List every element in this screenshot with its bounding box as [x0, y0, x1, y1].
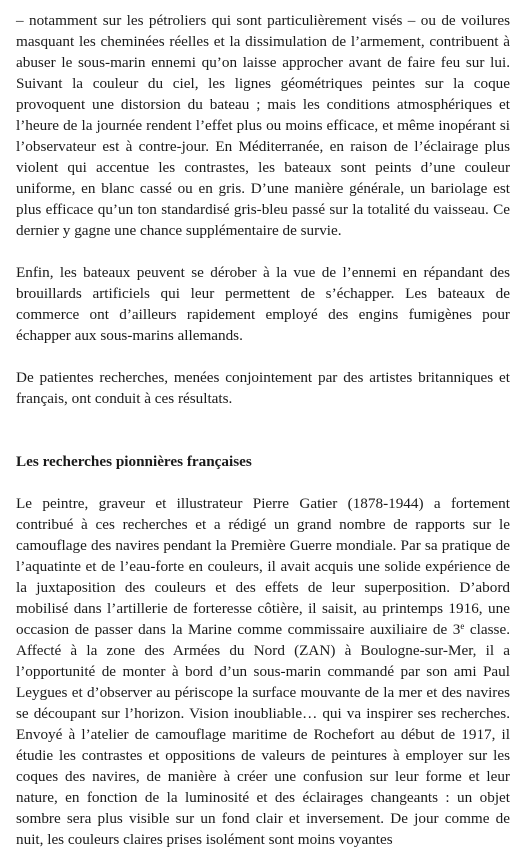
ordinal-superscript: e	[460, 621, 465, 631]
paragraph-artificial-fog: Enfin, les bateaux peuvent se dérober à la vue de l’ennemi en répandant des brouillards artificiels qui leur permettent de s’échapper. Les bateaux de commerce ont d’ailleurs rapidement employé des engins fumigènes pour échapper aux sous-marins allemands.	[16, 264, 510, 344]
paragraph-research-results: De patientes recherches, menées conjointement par des artistes britanniques et français, ont conduit à ces résultats.	[16, 369, 510, 407]
paragraph-gatier-part2: classe. Affecté à la zone des Armées du Nord (ZAN) à Boulogne-sur-Mer, il a l’opportunité de monter à bord d’un sous-marin commandé par son ami Paul Leygues et d’observer au périscope la surface mouvante de la mer et des navires se découpant sur l’horizon. Vision inoubliable… qui va inspirer ses recherches. Envoyé à l’atelier de camouflage maritime de Rochefort au début de 1917, il étudie les contrastes et oppositions de valeurs de peintures à employer sur les coques des navires, de manière à créer une confusion sur leur forme et leur nature, en fonction de la luminosité et des éclairages changeants : un objet sombre sera plus visible sur un fond clair et inversement. De jour comme de nuit, les couleurs claires prises isolément sont moins voyantes	[16, 621, 510, 848]
section-heading: Les recherches pionnières françaises	[16, 453, 252, 470]
paragraph-gatier-part1: Le peintre, graveur et illustrateur Pierre Gatier (1878-1944) a fortement contribué à ces recherches et a rédigé un grand nombre de rapports sur le camouflage des navires pendant la Première Guerre mondiale. Par sa pratique de l’aquatinte et de l’eau-forte en couleurs, il avait acquis une solide expérience de la juxtaposition des couleurs et des effets de leur superposition. D’abord mobilisé dans l’artillerie de forteresse côtière, il saisit, au printemps 1916, une occasion de passer dans la Marine comme commissaire auxiliaire de 3	[16, 495, 510, 638]
document-page	[16, 10, 510, 850]
paragraph-pierre-gatier	[16, 493, 510, 850]
paragraph-camouflage-effects: – notamment sur les pétroliers qui sont particulièrement visés – ou de voilures masquant les cheminées réelles et la dissimulation de l’armement, contribuent à abuser le sous-marin ennemi qu’on laisse approcher avant de faire feu sur lui. Suivant la couleur du ciel, les lignes géométriques peintes sur la coque provoquent une distorsion du bateau ; mais les conditions atmosphériques et l’heure de la journée rendent l’effet plus ou moins efficace, et même inopérant si l’observateur est à contre-jour. En Méditerranée, en raison de l’éclairage plus violent qui accentue les contrastes, les bateaux sont peints d’une couleur uniforme, en blanc cassé ou en gris. D’une manière générale, un bariolage est plus efficace qu’un ton standardisé gris-bleu passé sur la totalité du vaisseau. Ce dernier y gagne une chance supplémentaire de survie.	[16, 12, 510, 239]
